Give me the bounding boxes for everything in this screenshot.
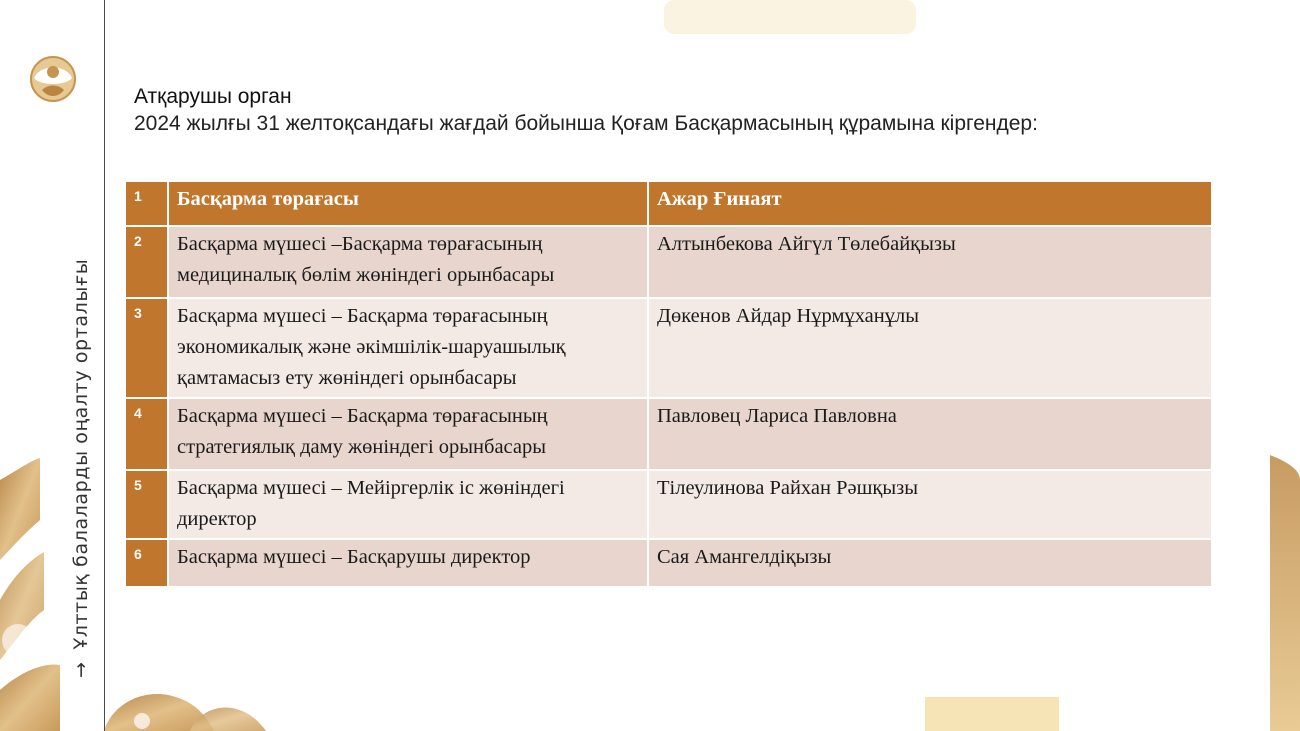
top-cream-tab <box>664 0 916 34</box>
sidebar-divider <box>104 0 105 731</box>
position-cell: Басқарма мүшесі – Мейіргерлік іс жөніндегі директор <box>168 470 648 539</box>
right-gold-band <box>1270 455 1300 731</box>
name-cell: Павловец Лариса Павловна <box>648 398 1212 470</box>
row-number: 5 <box>125 470 168 539</box>
vertical-org-name <box>70 259 92 678</box>
position-cell: Басқарма мүшесі – Басқарушы директор <box>168 539 648 587</box>
sidebar <box>0 0 106 731</box>
arrow-right-icon: → <box>70 661 92 678</box>
heading-block <box>134 84 1038 139</box>
position-cell: Басқарма мүшесі – Басқарма төрағасының экономикалық және әкімшілік-шаруашылық қамтамасыз ету жөніндегі орынбасары <box>168 298 648 398</box>
bottom-cream-tab <box>925 697 1059 731</box>
position-cell: Басқарма мүшесі – Басқарма төрағасының стратегиялық даму жөніндегі орынбасары <box>168 398 648 470</box>
bottom-ornament <box>104 694 266 731</box>
table-row <box>125 539 1212 587</box>
page-subtitle: 2024 жылғы 31 желтоқсандағы жағдай бойынша Қоғам Басқармасының құрамына кіргендер: <box>134 112 1038 135</box>
table-row <box>125 298 1212 398</box>
board-table <box>124 180 1213 588</box>
table-row <box>125 398 1212 470</box>
table-row <box>125 470 1212 539</box>
table-row <box>125 181 1212 226</box>
row-number: 3 <box>125 298 168 398</box>
name-cell: Сая Амангелдіқызы <box>648 539 1212 587</box>
org-name-text: Ұлттық балаларды оңалту орталығы <box>70 258 92 650</box>
name-cell: Ажар Ғинаят <box>648 181 1212 226</box>
position-cell: Басқарма мүшесі –Басқарма төрағасының медициналық бөлім жөніндегі орынбасары <box>168 226 648 298</box>
position-cell: Басқарма төрағасы <box>168 181 648 226</box>
row-number: 2 <box>125 226 168 298</box>
page-title: Атқарушы орган <box>134 85 292 108</box>
row-number: 4 <box>125 398 168 470</box>
row-number: 6 <box>125 539 168 587</box>
name-cell: Дөкенов Айдар Нұрмұханұлы <box>648 298 1212 398</box>
row-number: 1 <box>125 181 168 226</box>
name-cell: Тілеулинова Райхан Рәшқызы <box>648 470 1212 539</box>
center-logo-icon <box>28 54 78 104</box>
name-cell: Алтынбекова Айгүл Төлебайқызы <box>648 226 1212 298</box>
table-row <box>125 226 1212 298</box>
